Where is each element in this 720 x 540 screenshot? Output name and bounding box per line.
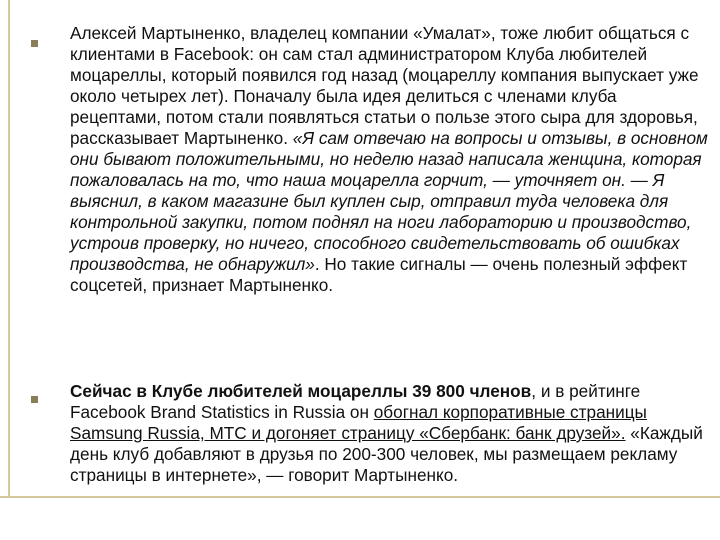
paragraph-2-text: , и в рейтинге Facebook Brand Statistics in Russia он bbox=[70, 381, 641, 422]
paragraph-2-quote: «Каждый день клуб добавляют в друзья по 200-300 человек, мы размещаем рекламу страницы в интернете», — говорит Мартыненко. bbox=[70, 423, 703, 485]
paragraph-1-intro: Алексей Мартыненко, владелец компании «Умалат», тоже любит общаться с клиентами в Facebook: он сам стал администратором Клуба любителей моцареллы, который появился год назад (моцареллу компания выпускает уже около четырех лет). Поначалу была идея делиться с членами клуба рецептами, потом стали появляться статьи о пользе этого сыра для здоровья, рассказывает Мартыненко. bbox=[70, 23, 699, 148]
paragraph-2-bold-lead: Сейчас в Клубе любителей моцареллы 39 800 членов bbox=[70, 381, 532, 401]
bullet-paragraph-1 bbox=[70, 23, 710, 296]
horizontal-rule bbox=[0, 496, 720, 498]
paragraph-1-outro: . Но такие сигналы — очень полезный эффект соцсетей, признает Мартыненко. bbox=[70, 254, 688, 295]
square-bullet-icon bbox=[31, 396, 38, 403]
paragraph-1-quote: «Я сам отвечаю на вопросы и отзывы, в основном они бывают положительными, но неделю назад написала женщина, которая пожаловалась на то, что наша моцарелла горчит, — уточняет он. — Я выяснил, в каком магазине был куплен сыр, отправил туда человека для контрольной закупки, потом поднял на ноги лабораторию и производство, устроив проверку, но ничего, способного свидетельствовать об ошибках производства, не обнаружил» bbox=[70, 128, 708, 274]
paragraph-2-link[interactable]: обогнал корпоративные страницы Samsung Russia, МТС и догоняет страницу «Сбербанк: банк друзей». bbox=[70, 402, 647, 443]
square-bullet-icon bbox=[31, 40, 38, 47]
vertical-rule bbox=[8, 0, 10, 497]
bullet-paragraph-2 bbox=[70, 381, 710, 486]
